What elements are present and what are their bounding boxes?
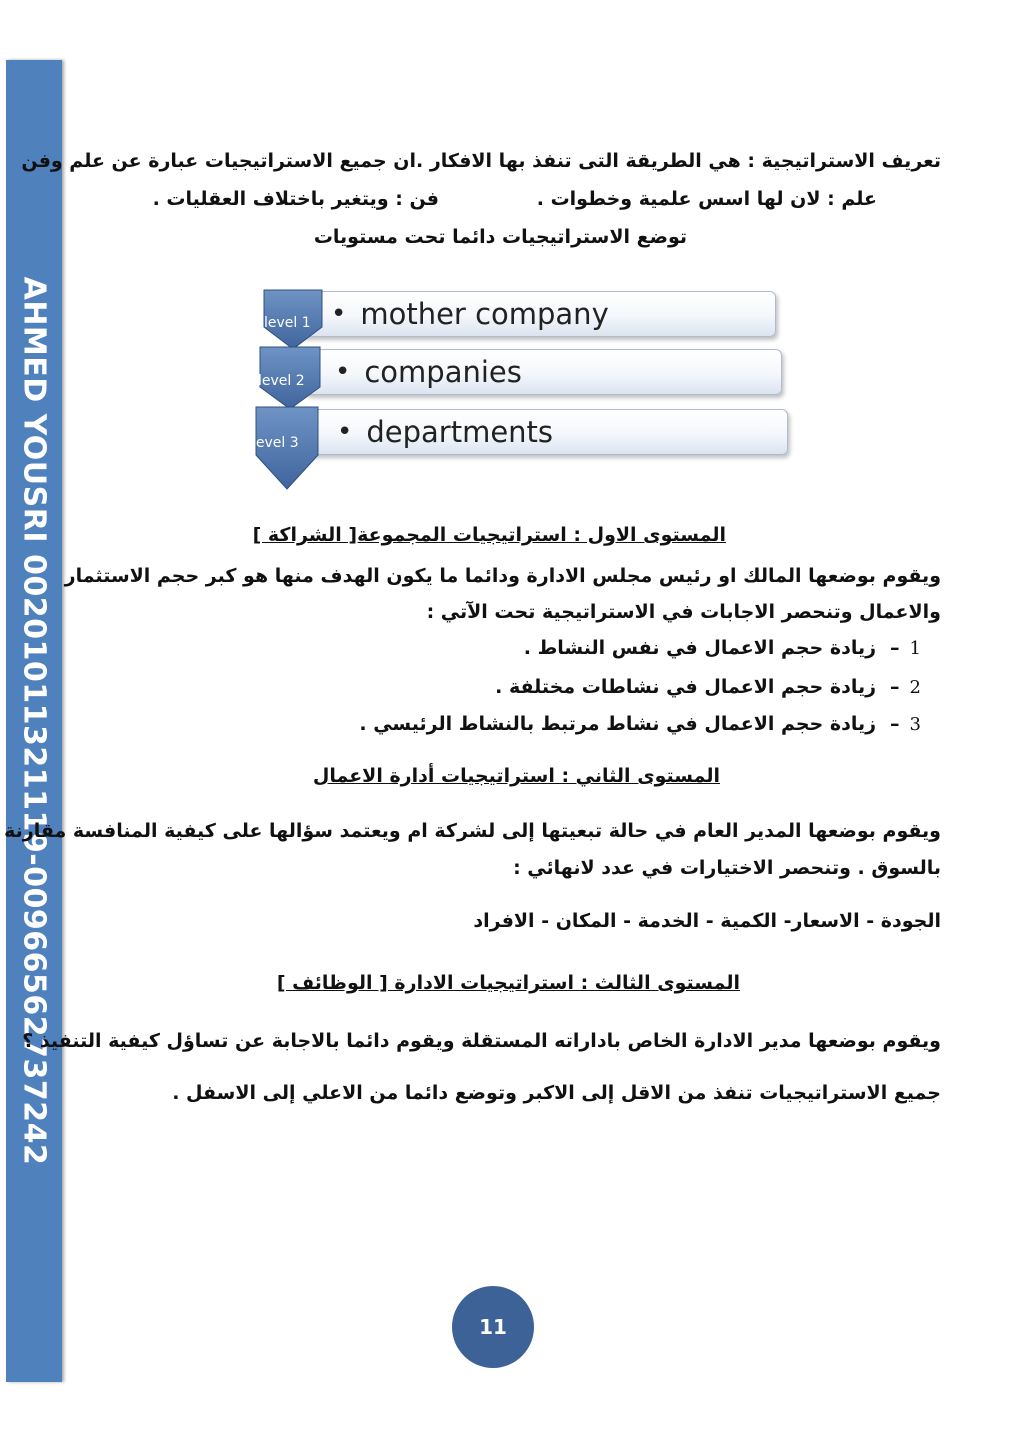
level-2-tag: level 2 (258, 373, 305, 389)
closing-note: جميع الاستراتيجيات تنفذ من الاقل إلى الاكبر وتوضع دائما من الاعلي إلى الاسفل . (172, 1082, 941, 1104)
levels-diagram (240, 285, 800, 495)
level-3-bar (306, 409, 788, 455)
art-note: فن : ويتغير باختلاف العقليات . (152, 188, 439, 210)
level-3-label: departments (366, 415, 554, 449)
level-2-bar (304, 349, 782, 395)
level-1-paragraph-cont: والاعمال وتنحصر الاجابات في الاستراتيجية تحت الآتي : (426, 601, 941, 623)
level-3-heading: المستوى الثالث : استراتيجيات الادارة [ الوظائف ] (276, 972, 740, 994)
list-item: 2–زيادة حجم الاعمال في نشاطات مختلفة . (495, 676, 921, 698)
page-number: 11 (452, 1286, 534, 1368)
bullet-icon: • (335, 357, 351, 387)
level-2-label: companies (364, 355, 522, 389)
level-1-paragraph: ويقوم بوضعها المالك او رئيس مجلس الادارة ودائما ما يكون الهدف منها هو كبر حجم الاستثمار (64, 565, 941, 587)
author-banner: AHMED YOUSRI 00201011321119-00966562737242 (16, 276, 52, 1166)
level-1-tag: level 1 (264, 315, 311, 331)
list-item: 1–زيادة حجم الاعمال في نفس النشاط . (523, 637, 921, 659)
science-note: علم : لان لها اسس علمية وخطوات . (536, 188, 877, 210)
level-2-heading: المستوى الثاني : استراتيجيات أدارة الاعمال (312, 765, 720, 787)
level-2-paragraph-cont: بالسوق . وتنحصر الاختيارات في عدد لانهائي : (513, 857, 941, 879)
definition-line: تعريف الاستراتيجية : هي الطريقة التى تنفذ بها الافكار .ان جميع الاستراتيجيات عبارة عن علم وفن (21, 150, 941, 172)
level-1-bar (300, 291, 776, 337)
list-item: 3–زيادة حجم الاعمال في نشاط مرتبط بالنشاط الرئيسي . (359, 713, 921, 735)
level-1-label: mother company (360, 297, 609, 331)
level-3-tag: level 3 (252, 435, 299, 451)
level-1-heading: المستوى الاول : استراتيجيات المجموعة[ الشراكة ] (252, 524, 726, 546)
level-2-paragraph: ويقوم بوضعها المدير العام في حالة تبعيتها إلى لشركة ام ويعتمد سؤالها على كيفية المنافسة مقارنة (4, 820, 941, 842)
bullet-icon: • (331, 299, 347, 329)
level-3-paragraph: ويقوم بوضعها مدير الادارة الخاص باداراته المستقلة ويقوم دائما بالاجابة عن تساؤل كيفية التنفيذ ؟ (22, 1030, 941, 1052)
bullet-icon: • (337, 417, 353, 447)
levels-intro: توضع الاستراتيجيات دائما تحت مستويات (313, 226, 687, 248)
level-2-options: الجودة - الاسعار- الكمية - الخدمة - المكان - الافراد (473, 910, 941, 932)
